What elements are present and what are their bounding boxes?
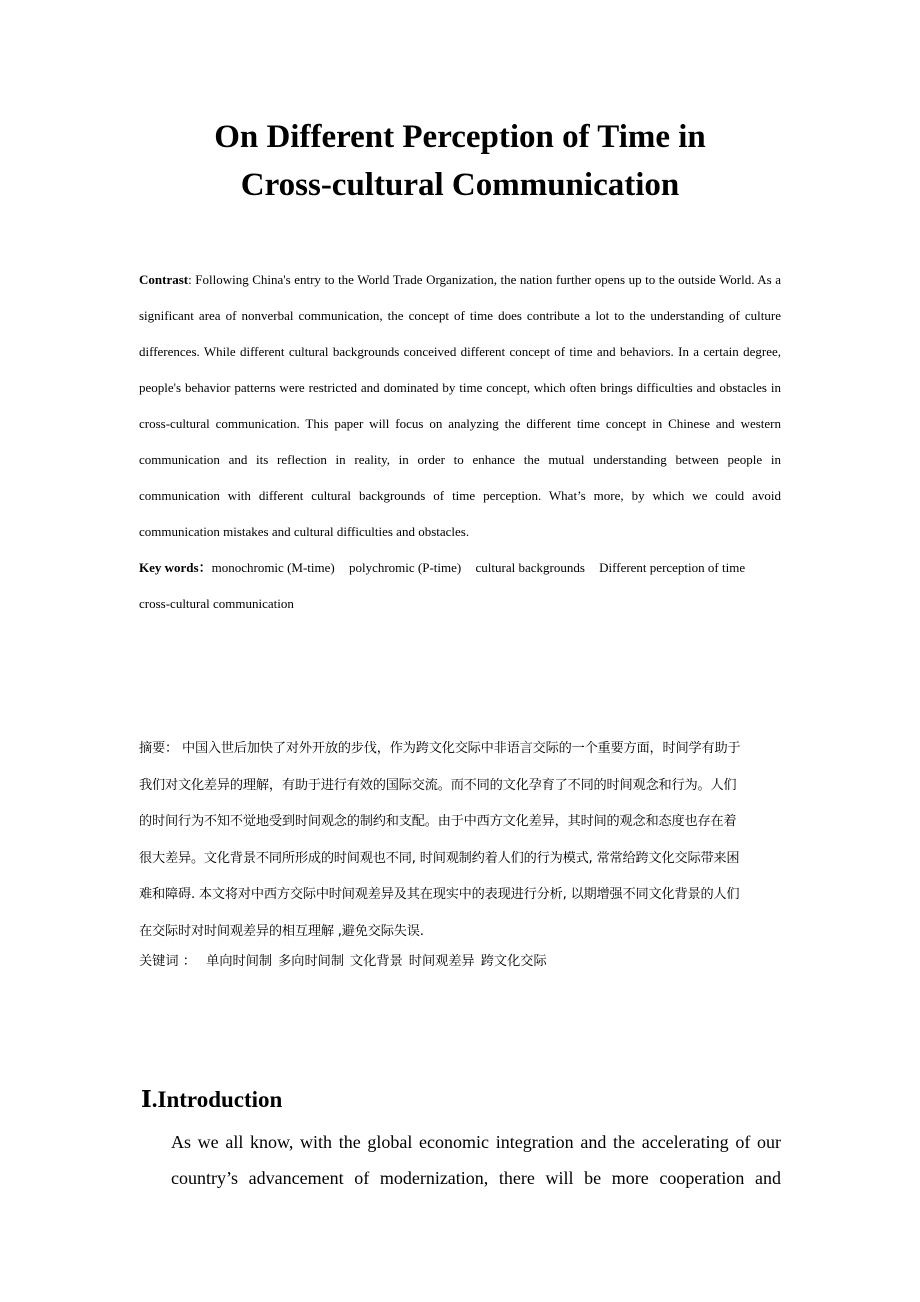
introduction-line: country’s advancement of modernization, there will be more cooperation and (171, 1168, 781, 1188)
paper-title-line-2: Cross-cultural Communication (240, 167, 680, 203)
chinese-keyword-item: 多向时间制 (278, 954, 345, 969)
chinese-keyword-item: 跨文化交际 (480, 954, 547, 969)
abstract-label-separator: : (188, 272, 192, 287)
english-abstract (139, 262, 781, 550)
chinese-abstract-line: 很大差异。文化背景不同所形成的时间观也不同, 时间观制约着人们的行为模式, 常常给跨文化交际带来困 (139, 850, 740, 866)
keyword-item: polychromic (P-time) (348, 560, 462, 575)
keywords-separator: ： (198, 560, 212, 575)
chinese-keywords (139, 944, 789, 980)
chinese-abstract-line: 摘要： 中国入世后加快了对外开放的步伐，作为跨文化交际中非语言交际的一个重要方面，时间学有助于 (139, 741, 741, 756)
introduction-paragraph (171, 1124, 781, 1196)
paper-title-line-1: On Different Perception of Time in (214, 119, 706, 155)
chinese-abstract (139, 731, 789, 950)
chinese-abstract-line: 我们对文化差异的理解，有助于进行有效的国际交流。而不同的文化孕育了不同的时间观念和行为。人们 (139, 777, 737, 793)
chinese-abstract-line: 难和障碍. 本文将对中西方交际中时间观差异及其在现实中的表现进行分析, 以期增强不同文化背景的人们 (139, 887, 740, 902)
introduction-line: As we all know, with the global economic integration and the accelerating of our (171, 1132, 781, 1152)
keywords-label: Key words (139, 560, 199, 575)
section-heading-introduction: Ⅰ.Introduction (141, 1087, 283, 1112)
english-keywords (139, 550, 789, 622)
keyword-item: cultural backgrounds (475, 560, 585, 575)
chinese-keyword-item: 单向时间制 (206, 954, 273, 969)
chinese-abstract-line: 的时间行为不知不觉地受到时间观念的制约和支配。由于中西方文化差异，其时间的观念和态度也存在着 (139, 814, 737, 829)
chinese-abstract-line: 在交际时对时间观差异的相互理解 ,避免交际失误. (139, 923, 424, 939)
chinese-keyword-item: 时间观差异 (408, 954, 475, 969)
chinese-keyword-item: 文化背景 (350, 954, 403, 969)
abstract-text: Following China's entry to the World Trade Organization, the nation further opens up to the outside World. As a significant area of nonverbal communication, the concept of time does contribute a lot to the understanding of culture differences. While different cultural backgrounds conceived different concept of time and behaviors. In a certain degree, people's behavior patterns were restricted and dominated by time concept, which often brings difficulties and obstacles in cross-cultural communication. This paper will focus on analyzing the different time concept in Chinese and western communication and its reflection in reality, in order to enhance the mutual understanding between people in communication with different cultural backgrounds of time perception. What’s more, by which we could avoid communication mistakes and cultural difficulties and obstacles. (139, 272, 781, 539)
keyword-item: cross-cultural communication (139, 596, 294, 611)
abstract-label: Contrast (139, 272, 189, 287)
keyword-item: monochromic (M-time) (211, 560, 335, 575)
keyword-item: Different perception of time (599, 560, 746, 575)
chinese-keywords-label: 关键词 ： (139, 954, 196, 969)
